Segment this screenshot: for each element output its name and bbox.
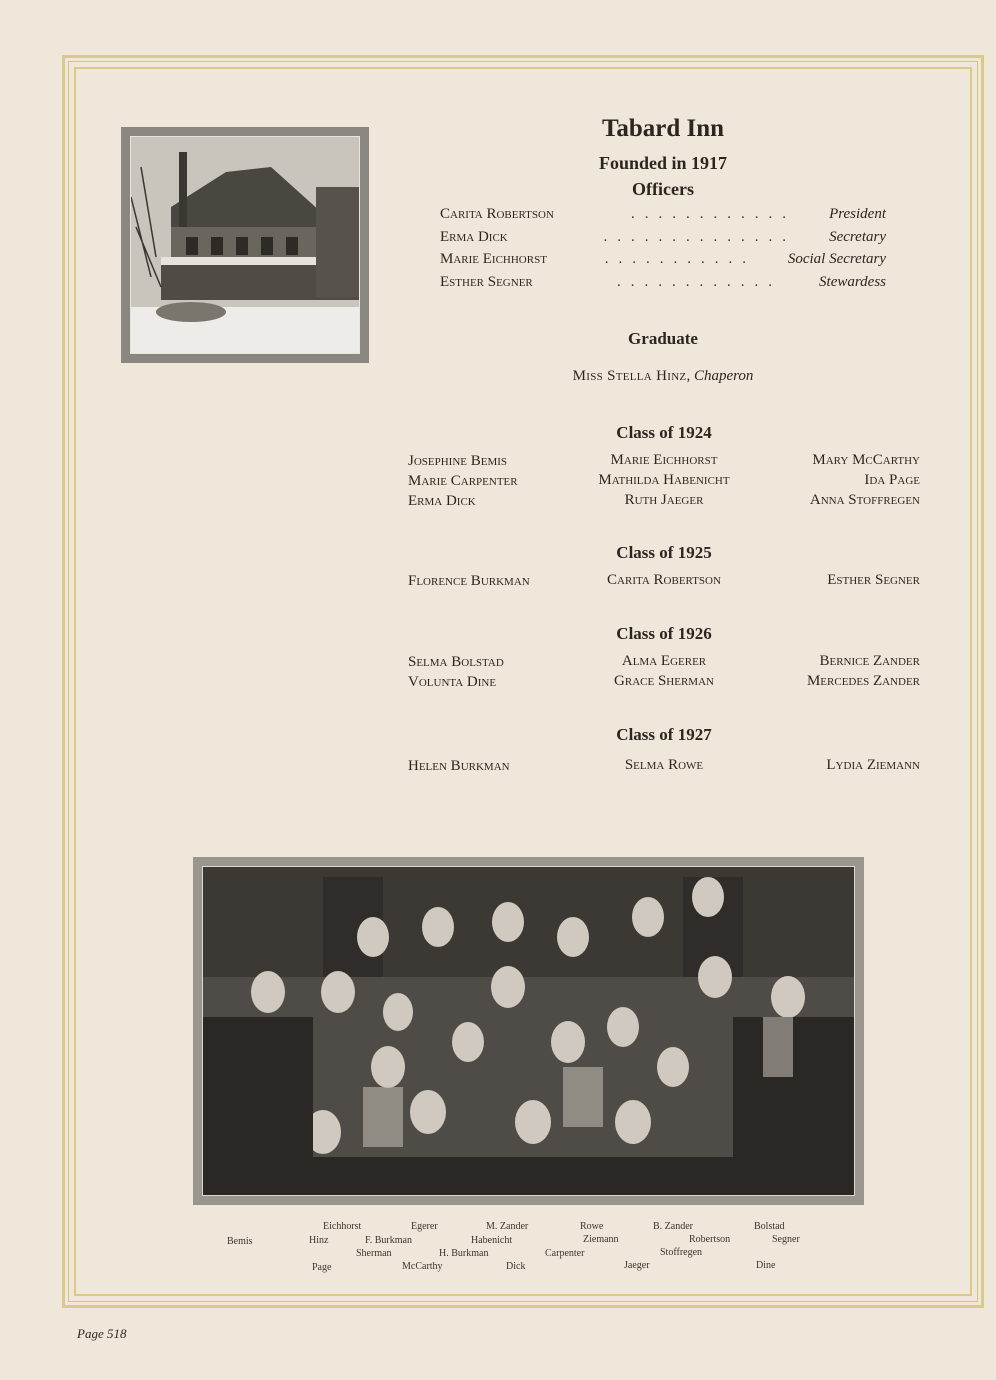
member-name: Helen Burkman	[408, 758, 510, 774]
caption-name: Egerer	[411, 1221, 438, 1232]
page-title: Tabard Inn	[601, 115, 725, 142]
officer-row	[440, 206, 886, 228]
officer-role: Stewardess	[819, 274, 886, 290]
class-column-right	[827, 570, 920, 590]
officer-row	[440, 229, 886, 251]
class-heading: Class of 1924	[616, 423, 712, 442]
caption-name: B. Zander	[653, 1221, 693, 1232]
graduate-heading: Graduate	[628, 329, 698, 348]
class-column-center	[560, 450, 768, 510]
class-column-left	[408, 652, 504, 692]
member-name: Bernice Zander	[819, 653, 920, 669]
leader-dots: ............	[617, 274, 782, 290]
member-name: Alma Egerer	[621, 653, 707, 669]
class-column-left	[408, 451, 518, 511]
member-name: Selma Rowe	[624, 757, 704, 773]
member-name: Carita Robertson	[607, 572, 721, 588]
class-column-right	[810, 450, 920, 510]
caption-name: McCarthy	[402, 1261, 443, 1272]
caption-name: Segner	[772, 1234, 800, 1245]
officer-role: President	[829, 206, 886, 222]
officer-row	[440, 251, 886, 273]
caption-name: Jaeger	[624, 1260, 650, 1271]
caption-name: Bemis	[227, 1236, 253, 1247]
caption-name: F. Burkman	[365, 1235, 412, 1246]
officers-heading: Officers	[632, 179, 694, 199]
caption-name: Robertson	[689, 1234, 731, 1245]
chaperon-line	[520, 368, 806, 385]
caption-name: Page	[312, 1262, 332, 1273]
member-name: Mercedes Zander	[806, 673, 920, 689]
member-name: Volunta Dine	[408, 674, 497, 690]
caption-name: Hinz	[309, 1235, 329, 1246]
caption-name: Bolstad	[754, 1221, 785, 1232]
officer-name: Esther Segner	[440, 274, 533, 290]
member-name: Selma Bolstad	[408, 654, 504, 670]
house-photo-image	[130, 136, 360, 354]
class-column-right	[807, 651, 920, 691]
class-heading: Class of 1927	[616, 725, 712, 744]
caption-name: M. Zander	[486, 1221, 529, 1232]
house-icon	[131, 137, 359, 353]
member-name: Marie Eichhorst	[610, 452, 718, 468]
class-column-center	[560, 755, 768, 775]
founded-year: Founded in 1917	[598, 153, 728, 173]
class-column-right	[826, 755, 920, 775]
leader-dots: ............	[631, 206, 796, 222]
class-column-left	[408, 756, 510, 776]
officer-name: Erma Dick	[440, 229, 508, 245]
group-portrait-icon	[203, 867, 854, 1195]
caption-name: Ziemann	[583, 1234, 619, 1245]
member-name: Mary McCarthy	[812, 452, 920, 468]
class-heading: Class of 1926	[616, 624, 712, 643]
member-name: Esther Segner	[827, 572, 920, 588]
member-name: Anna Stoffregen	[809, 492, 920, 508]
officer-role: Social Secretary	[787, 251, 886, 267]
caption-name: Dine	[756, 1260, 776, 1271]
chaperon-title: Chaperon	[693, 368, 754, 384]
member-name: Ruth Jaeger	[624, 492, 704, 508]
class-heading: Class of 1925	[616, 543, 712, 562]
officer-row	[440, 274, 886, 296]
class-column-center	[560, 651, 768, 691]
member-name: Lydia Ziemann	[826, 757, 920, 773]
caption-name: Eichhorst	[323, 1221, 362, 1232]
caption-name: Sherman	[356, 1248, 392, 1259]
member-name: Grace Sherman	[614, 673, 714, 689]
member-name: Marie Carpenter	[408, 473, 518, 489]
chaperon-name: Miss Stella Hinz	[572, 368, 687, 384]
officer-name: Carita Robertson	[440, 206, 554, 222]
leader-dots: ..............	[603, 229, 796, 245]
leader-dots: ...........	[604, 251, 756, 267]
house-photo	[121, 127, 369, 363]
group-photo-image	[202, 866, 855, 1196]
caption-name: Habenicht	[471, 1235, 513, 1246]
member-name: Josephine Bemis	[408, 453, 508, 469]
caption-name: Carpenter	[545, 1248, 585, 1259]
officer-name: Marie Eichhorst	[440, 251, 547, 267]
caption-name: Stoffregen	[660, 1247, 703, 1258]
member-name: Florence Burkman	[408, 573, 530, 589]
caption-name: H. Burkman	[439, 1248, 489, 1259]
chaperon-comma: ,	[686, 368, 694, 384]
member-name: Ida Page	[864, 472, 920, 488]
class-column-center	[560, 570, 768, 590]
caption-name: Rowe	[580, 1221, 604, 1232]
group-photo	[193, 857, 864, 1205]
member-name: Mathilda Habenicht	[598, 472, 730, 488]
member-name: Erma Dick	[408, 493, 476, 509]
class-column-left	[408, 571, 530, 591]
officer-role: Secretary	[829, 229, 886, 245]
caption-name: Dick	[506, 1261, 526, 1272]
page-number: Page 518	[77, 1326, 127, 1341]
